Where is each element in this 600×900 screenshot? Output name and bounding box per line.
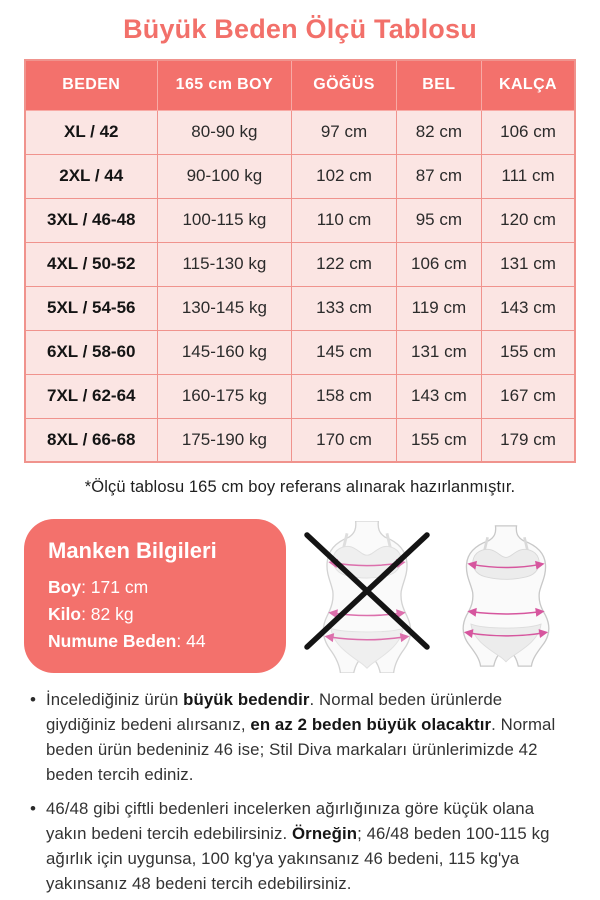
bullet-text-bold: büyük bedendir (183, 690, 310, 710)
info-bullet-list (30, 687, 574, 896)
footnote: *Ölçü tablosu 165 cm boy referans alınarak hazırlanmıştır. (84, 478, 516, 496)
model-weight-label: Kilo (48, 604, 82, 625)
cell-chest: 102 cm (292, 154, 397, 198)
model-weight-value: : 82 kg (81, 604, 134, 625)
bullet-text: İncelediğiniz ürün (46, 690, 184, 710)
cell-hip: 167 cm (482, 374, 576, 418)
table-row (25, 198, 575, 242)
model-info-section (24, 519, 582, 673)
model-height-label: Boy (48, 577, 82, 597)
cell-chest: 133 cm (292, 286, 397, 330)
bullet-text: ; 46/48 beden 100-115 kg ağırlık için uygunsa, 100 kg'ya yakınsanız 46 bedeni, 115 kg'ya yakınsanız 48 bedeni tercih edebilirsiniz. (46, 824, 550, 894)
model-info-card (24, 519, 286, 673)
header-cell-size: BEDEN (25, 60, 157, 110)
bullet-text: . Normal beden ürünlerde giydiğiniz bedeni alırsanız, (46, 690, 503, 735)
bullet-text: . Normal beden ürün bedeniniz 46 ise; Stil Diva markaları ürünlerimizde 42 beden tercih ediniz. (46, 715, 556, 785)
model-weight-line (48, 601, 262, 628)
model-height-line (48, 574, 262, 601)
cell-chest: 145 cm (292, 330, 397, 374)
size-table (24, 59, 576, 463)
model-info-title: Manken Bilgileri (48, 538, 217, 563)
x-mark-icon (299, 529, 435, 653)
table-row (25, 154, 575, 198)
page-title: Büyük Beden Ölçü Tablosu (123, 14, 477, 44)
bullet-item-sizing (30, 687, 574, 787)
figure-illustrations (286, 519, 582, 673)
cell-waist: 119 cm (396, 286, 481, 330)
header-cell-waist: BEL (396, 60, 481, 110)
cell-weight: 160-175 kg (157, 374, 292, 418)
cell-hip: 179 cm (482, 418, 576, 462)
model-height-value: : 171 cm (81, 577, 149, 597)
cell-size: 2XL / 44 (25, 154, 157, 198)
incorrect-fit-figure (305, 521, 429, 673)
cell-chest: 170 cm (292, 418, 397, 462)
table-row (25, 242, 575, 286)
cell-waist: 155 cm (396, 418, 481, 462)
cell-hip: 155 cm (482, 330, 576, 374)
correct-fit-figure (449, 521, 563, 671)
model-sample-label: Numune Beden (48, 631, 177, 652)
cell-weight: 80-90 kg (157, 110, 292, 154)
cell-hip: 143 cm (482, 286, 576, 330)
cell-weight: 90-100 kg (157, 154, 292, 198)
cell-waist: 131 cm (396, 330, 481, 374)
table-row (25, 418, 575, 462)
cell-chest: 158 cm (292, 374, 397, 418)
cell-size: 6XL / 58-60 (25, 330, 157, 374)
table-row (25, 330, 575, 374)
bullet-text-bold: Örneğin (292, 824, 358, 844)
cell-weight: 115-130 kg (157, 242, 292, 286)
cell-hip: 111 cm (482, 154, 576, 198)
table-row (25, 110, 575, 154)
cell-hip: 106 cm (482, 110, 576, 154)
cell-waist: 95 cm (396, 198, 481, 242)
table-row (25, 374, 575, 418)
bullet-text: 46/48 gibi çiftli bedenleri incelerken ağırlığınıza göre küçük olana yakın bedeni tercih edebilirsiniz. (46, 799, 535, 844)
cell-size: 3XL / 46-48 (25, 198, 157, 242)
model-sample-line (48, 628, 262, 655)
cell-chest: 110 cm (292, 198, 397, 242)
cell-weight: 130-145 kg (157, 286, 292, 330)
cell-waist: 87 cm (396, 154, 481, 198)
cell-weight: 145-160 kg (157, 330, 292, 374)
cell-size: 4XL / 50-52 (25, 242, 157, 286)
header-cell-chest: GÖĞÜS (292, 60, 397, 110)
header-cell-weight: 165 cm BOY (157, 60, 292, 110)
cell-size: 7XL / 62-64 (25, 374, 157, 418)
cell-hip: 131 cm (482, 242, 576, 286)
cell-size: 8XL / 66-68 (25, 418, 157, 462)
cell-size: 5XL / 54-56 (25, 286, 157, 330)
bullet-text-bold: en az 2 beden büyük olacaktır (250, 715, 492, 735)
cell-hip: 120 cm (482, 198, 576, 242)
cell-waist: 143 cm (396, 374, 481, 418)
cell-chest: 122 cm (292, 242, 397, 286)
cell-waist: 106 cm (396, 242, 481, 286)
cell-chest: 97 cm (292, 110, 397, 154)
cell-weight: 175-190 kg (157, 418, 292, 462)
cell-weight: 100-115 kg (157, 198, 292, 242)
model-sample-value: : 44 (176, 631, 206, 652)
cell-size: XL / 42 (25, 110, 157, 154)
table-header-row (25, 60, 575, 110)
bullet-item-double-sizes (30, 796, 574, 896)
header-cell-hip: KALÇA (482, 60, 576, 110)
table-row (25, 286, 575, 330)
cell-waist: 82 cm (396, 110, 481, 154)
plus-size-body-figure-icon (449, 521, 563, 671)
